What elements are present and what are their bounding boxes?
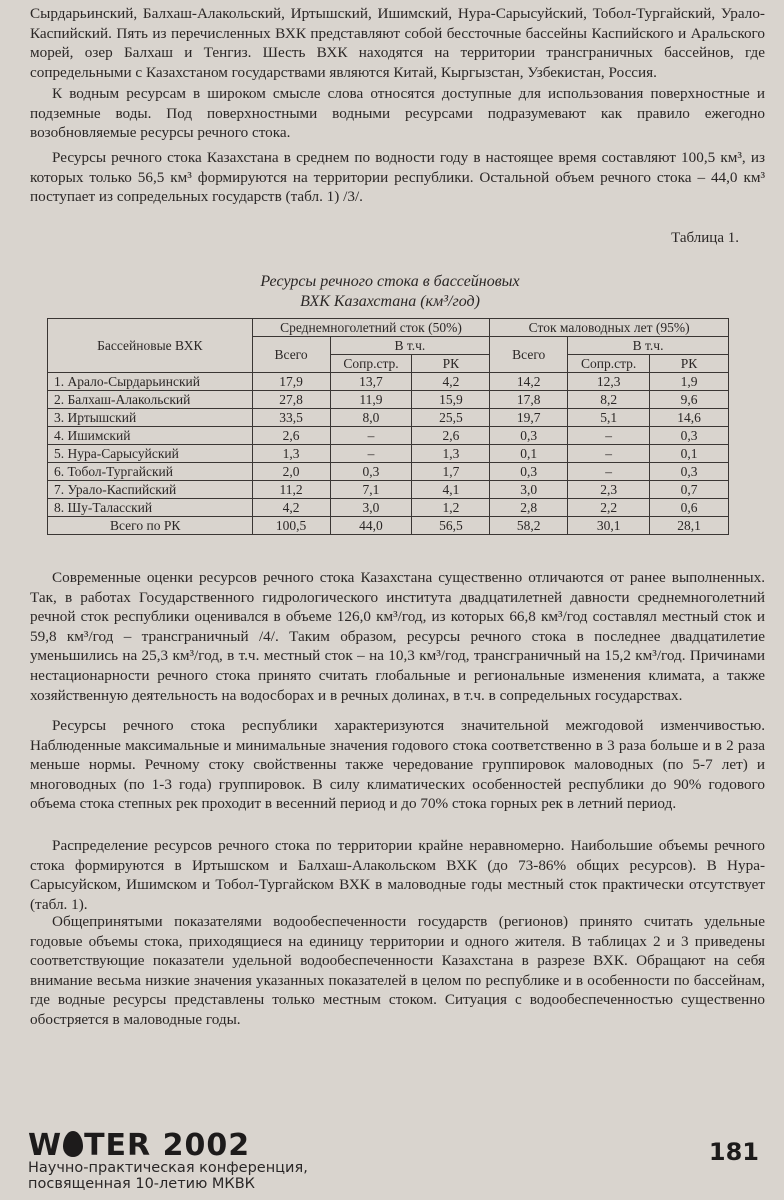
river-flow-table — [47, 318, 729, 535]
table-cell: 2,0 — [252, 463, 330, 481]
header-incl-avg: В т.ч. — [330, 337, 490, 355]
header-basin: Бассейновые ВХК — [48, 319, 253, 373]
header-group-dry: Сток маловодных лет (95%) — [490, 319, 729, 337]
table-total-row — [48, 517, 729, 535]
table-row — [48, 463, 729, 481]
table-cell: – — [330, 427, 412, 445]
header-sub-rk-dry: РК — [650, 355, 729, 373]
table-cell: 58,2 — [490, 517, 568, 535]
table-row — [48, 481, 729, 499]
page-number: 181 — [708, 1138, 759, 1166]
table-cell: 1,7 — [412, 463, 490, 481]
table-cell: 11,9 — [330, 391, 412, 409]
table-cell: Всего по РК — [48, 517, 253, 535]
table-cell-basin: 6. Тобол-Тургайский — [48, 463, 253, 481]
table-cell: 27,8 — [252, 391, 330, 409]
table-cell: 17,8 — [490, 391, 568, 409]
table-cell: 2,3 — [568, 481, 650, 499]
paragraph-variability: Ресурсы речного стока республики характеризуются значительной межгодовой изменчивостью. Наблюденные максимальные и минимальные значения годового стока соответственно в 3 раза больше и в 2 раза меньше нормы. Речному стоку свойственны также чередование группировок маловодных (по 5-7 лет) и многоводных (по 1-3 года) группировок. В силу климатических особенностей республики до 90% годового объема стока степных рек проходит в весенний период и до 70% стока горных рек в летний период. — [30, 717, 765, 813]
header-sub-neighbor-avg: Сопр.стр. — [330, 355, 412, 373]
table-cell-basin: 5. Нура-Сарысуйский — [48, 445, 253, 463]
header-sub-rk-avg: РК — [412, 355, 490, 373]
header-total-dry: Всего — [490, 337, 568, 373]
table-cell: 28,1 — [650, 517, 729, 535]
table-cell: 5,1 — [568, 409, 650, 427]
table-cell: 4,2 — [412, 373, 490, 391]
paragraph-distribution: Распределение ресурсов речного стока по территории крайне неравномерно. Наибольшие объемы речного стока формируются в Иртышском и Балхаш-Алакольском ВХК (до 73-86% общих ресурсов). В Нура-Сарысуйском, Ишимском и Тобол-Тургайском ВХК в маловодные годы местный сток практически отсутствует (табл. 1). — [30, 837, 765, 913]
table-cell: 13,7 — [330, 373, 412, 391]
table-row — [48, 499, 729, 517]
table-cell: 1,3 — [252, 445, 330, 463]
table-cell: 0,1 — [490, 445, 568, 463]
table-cell: 0,6 — [650, 499, 729, 517]
table-body — [48, 373, 729, 517]
table-cell: 30,1 — [568, 517, 650, 535]
water-drop-icon — [63, 1131, 83, 1157]
paragraph-modern-estimates: Современные оценки ресурсов речного стока Казахстана существенно отличаются от ранее выполненных. Так, в работах Государственного гидрологического института двадцатилетней давности среднемноголетний речной сток республики оценивался в объеме 126,0 км³/год, из которых 66,8 км³/год составлял местный сток и 59,8 км³/год – трансграничный /4/. Таким образом, ресурсы речного стока в последнее двадцатилетие уменьшились на 25,3 км³/год, в т.ч. местный сток – на 10,3 км³/год, трансграничный на 15,2 км³/год. Причинами нестационарности речного стока принято считать глобальные и региональные изменения климата, а также хозяйственную деятельность на водосборах и в речных долинах, в т.ч. в сопредельных государствах. — [30, 569, 765, 704]
table-cell: – — [568, 427, 650, 445]
header-total-avg: Всего — [252, 337, 330, 373]
table-cell: 8,0 — [330, 409, 412, 427]
table-row — [48, 409, 729, 427]
table-cell: 0,3 — [490, 427, 568, 445]
table-cell: 8,2 — [568, 391, 650, 409]
table-cell-basin: 8. Шу-Таласский — [48, 499, 253, 517]
table-number: Таблица 1. — [671, 230, 739, 246]
table-cell-basin: 7. Урало-Каспийский — [48, 481, 253, 499]
table-cell: 9,6 — [650, 391, 729, 409]
table-row — [48, 373, 729, 391]
table-cell: – — [568, 445, 650, 463]
table-cell: 12,3 — [568, 373, 650, 391]
table-cell: 2,6 — [412, 427, 490, 445]
table-cell: 0,3 — [650, 427, 729, 445]
table-cell: 3,0 — [490, 481, 568, 499]
table-cell: 0,3 — [650, 463, 729, 481]
table-cell: 1,2 — [412, 499, 490, 517]
table-cell: – — [330, 445, 412, 463]
paragraph-river-flow: Ресурсы речного стока Казахстана в среднем по водности году в настоящее время составляют 100,5 км³, из которых только 56,5 км³ формируются на территории республики. Остальной объем речного стока – 44,0 км³ поступает из сопредельных государств (табл. 1) /3/. — [30, 149, 765, 206]
table-cell: 1,3 — [412, 445, 490, 463]
paragraph-indicators: Общепринятыми показателями водообеспеченности государств (регионов) принято считать удельные годовые объемы стока, приходящиеся на единицу территории и одного жителя. В таблицах 2 и 3 приведены соответствующие показатели удельной водообеспеченности Казахстана в разрезе ВХК. Обращают на себя внимание весьма низкие значения указанных показателей в целом по республике и в особенности по бассейнам, где водные ресурсы представлены только местным стоком. Ситуация с водообеспеченностью существенно обостряется в маловодные годы. — [30, 913, 765, 1028]
table-cell: 44,0 — [330, 517, 412, 535]
table-cell: 7,1 — [330, 481, 412, 499]
table-cell: 17,9 — [252, 373, 330, 391]
table-cell: 3,0 — [330, 499, 412, 517]
table-cell-basin: 1. Арало-Сырдарьинский — [48, 373, 253, 391]
table-cell: 4,1 — [412, 481, 490, 499]
table-row — [48, 427, 729, 445]
table-cell-basin: 3. Иртышский — [48, 409, 253, 427]
conference-logo: W TER 2002 — [28, 1128, 251, 1163]
table-cell: 11,2 — [252, 481, 330, 499]
header-sub-neighbor-dry: Сопр.стр. — [568, 355, 650, 373]
table-cell: 2,6 — [252, 427, 330, 445]
table-cell: 25,5 — [412, 409, 490, 427]
table-cell: 19,7 — [490, 409, 568, 427]
table-cell-basin: 4. Ишимский — [48, 427, 253, 445]
table-cell: 0,3 — [490, 463, 568, 481]
table-cell: 2,2 — [568, 499, 650, 517]
header-group-avg: Среднемноголетний сток (50%) — [252, 319, 490, 337]
table-cell: 33,5 — [252, 409, 330, 427]
table-row — [48, 391, 729, 409]
table-cell: 100,5 — [252, 517, 330, 535]
table-cell: 0,3 — [330, 463, 412, 481]
paragraph-water-resources: К водным ресурсам в широком смысле слова относятся доступные для использования поверхностные и подземные воды. Под поверхностными водными ресурсами подразумевают как правило ежегодно возобновляемые ресурсы речного стока. — [30, 85, 765, 142]
table-caption: Ресурсы речного стока в бассейновых ВХК Казахстана (км³/год) — [260, 273, 520, 310]
table-cell: 56,5 — [412, 517, 490, 535]
table-cell-basin: 2. Балхаш-Алакольский — [48, 391, 253, 409]
table-cell: 14,6 — [650, 409, 729, 427]
table-cell: 14,2 — [490, 373, 568, 391]
table-cell: 4,2 — [252, 499, 330, 517]
table-cell: 1,9 — [650, 373, 729, 391]
table-row — [48, 445, 729, 463]
table-cell: 2,8 — [490, 499, 568, 517]
conference-subtitle: Научно-практическая конференция, посвященная 10-летию МКВК — [28, 1160, 308, 1192]
header-incl-dry: В т.ч. — [568, 337, 729, 355]
table-cell: – — [568, 463, 650, 481]
table-cell: 0,7 — [650, 481, 729, 499]
paragraph-basins: Сырдарьинский, Балхаш-Алакольский, Иртышский, Ишимский, Нура-Сарысуйский, Тобол-Тургайский, Урало-Каспийский. Пять из перечисленных ВХК представляют собой бессточные бассейны Каспийского и Аральского морей, озер Балхаш и Тенгиз. Шесть ВХК находятся на территории трансграничных бассейнов, где сопредельными с Казахстаном государствами являются Китай, Кыргызстан, Узбекистан, Россия. — [30, 5, 765, 81]
table-cell: 0,1 — [650, 445, 729, 463]
table-cell: 15,9 — [412, 391, 490, 409]
